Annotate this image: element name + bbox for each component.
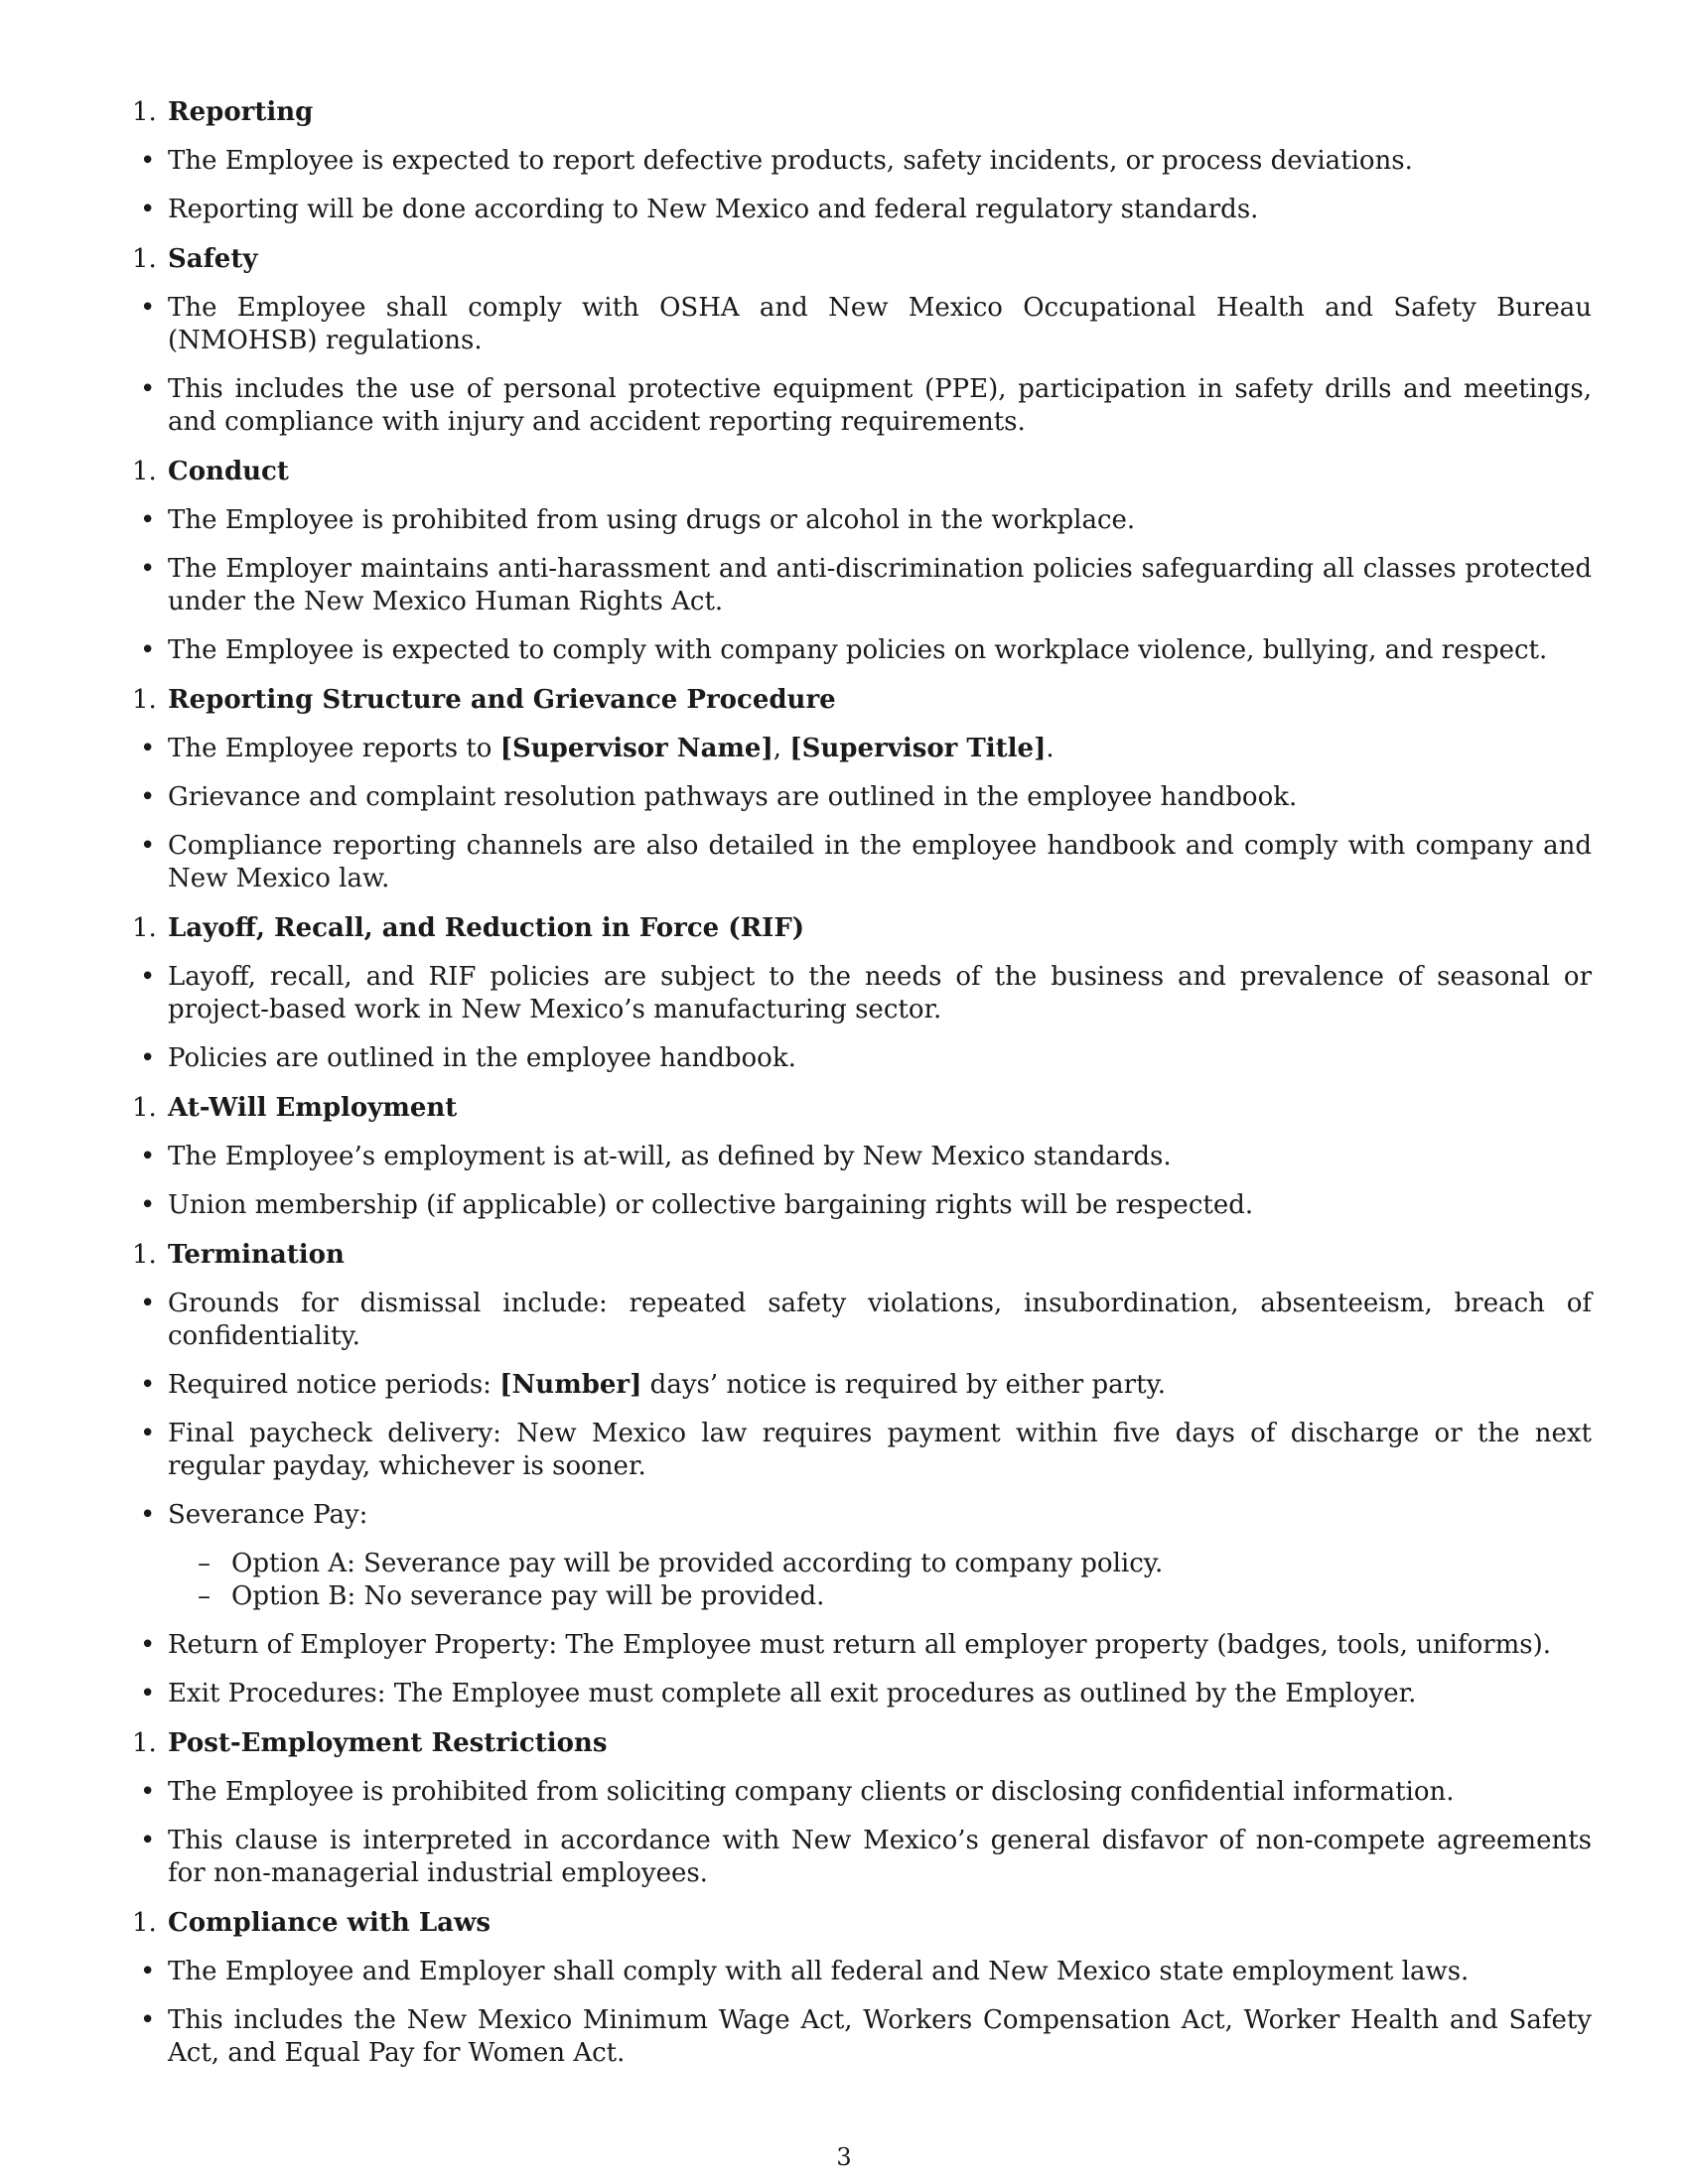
section-number: 1. — [132, 913, 157, 943]
bullet-icon: • — [140, 1777, 156, 1807]
section-heading — [132, 1238, 1592, 1272]
section-number: 1. — [132, 457, 157, 486]
section-heading — [132, 683, 1592, 717]
bullet-icon: • — [140, 1190, 156, 1220]
bullet-icon: • — [140, 1043, 156, 1073]
section-heading — [132, 1906, 1592, 1940]
bullet-icon: • — [140, 1826, 156, 1855]
section-reporting-structure — [132, 683, 1592, 895]
list-item: • The Employee reports to [Supervisor Name], [Supervisor Title]. — [140, 734, 1055, 763]
section-number: 1. — [132, 685, 157, 715]
list-item: • Compliance reporting channels are also detailed in the employee handbook and comply with company and New Mexico law. — [140, 831, 1592, 893]
bullet-icon: • — [140, 1500, 156, 1530]
bullet-icon: • — [140, 831, 156, 861]
bullet-icon: • — [140, 734, 156, 763]
list-item: • Grievance and complaint resolution pathways are outlined in the employee handbook. — [140, 782, 1298, 812]
list-item: • The Employee is prohibited from using drugs or alcohol in the workplace. — [140, 505, 1136, 535]
list-item: • The Employee is expected to comply with company policies on workplace violence, bullying, and respect. — [140, 635, 1548, 665]
list-item: • The Employee shall comply with OSHA and New Mexico Occupational Health and Safety Bureau (NMOHSB) regulations. — [140, 293, 1592, 355]
bullet-icon: • — [140, 635, 156, 665]
document-content — [132, 95, 1592, 2086]
section-heading — [132, 1091, 1592, 1125]
sublist-item: – Option A: Severance pay will be provided according to company policy. — [198, 1549, 1164, 1578]
list-item: • The Employee’s employment is at-will, as defined by New Mexico standards. — [140, 1142, 1172, 1171]
dash-icon: – — [198, 1581, 211, 1611]
list-item: • Exit Procedures: The Employee must complete all exit procedures as outlined by the Employer. — [140, 1679, 1417, 1708]
section-title: Reporting Structure and Grievance Procedure — [168, 685, 836, 715]
severance-options-list — [132, 1548, 1592, 1613]
list-item: • Final paycheck delivery: New Mexico law requires payment within five days of discharge or the next regular payday, whichever is sooner. — [140, 1419, 1592, 1481]
list-item: • Severance Pay: — [140, 1500, 368, 1530]
list-item: • The Employee is expected to report defective products, safety incidents, or process deviations. — [140, 146, 1413, 176]
list-item: • The Employee and Employer shall comply with all federal and New Mexico state employment laws. — [140, 1957, 1470, 1986]
bullet-icon: • — [140, 1370, 156, 1400]
list-item: • This includes the use of personal protective equipment (PPE), participation in safety drills and meetings, and compliance with injury and accident reporting requirements. — [140, 374, 1592, 437]
list-item: • Required notice periods: [Number] days’ notice is required by either party. — [140, 1370, 1167, 1400]
section-number: 1. — [132, 244, 157, 274]
bullet-icon: • — [140, 1419, 156, 1448]
section-title: At-Will Employment — [168, 1093, 458, 1123]
section-number: 1. — [132, 1240, 157, 1270]
section-post-employment — [132, 1726, 1592, 1890]
section-conduct — [132, 455, 1592, 667]
section-at-will — [132, 1091, 1592, 1222]
section-title: Conduct — [168, 457, 289, 486]
section-title: Termination — [168, 1240, 345, 1270]
bullet-icon: • — [140, 1679, 156, 1708]
section-heading — [132, 1726, 1592, 1760]
bullet-icon: • — [140, 293, 156, 323]
list-item: • The Employee is prohibited from soliciting company clients or disclosing confidential information. — [140, 1777, 1455, 1807]
sublist-item: – Option B: No severance pay will be provided. — [198, 1581, 825, 1611]
list-item: • The Employer maintains anti-harassment and anti-discrimination policies safeguarding all classes protected under the New Mexico Human Rights Act. — [140, 554, 1592, 616]
bullet-icon: • — [140, 146, 156, 176]
section-termination — [132, 1238, 1592, 1710]
list-item: • Policies are outlined in the employee handbook. — [140, 1043, 796, 1073]
list-item: • Union membership (if applicable) or collective bargaining rights will be respected. — [140, 1190, 1254, 1220]
section-heading — [132, 242, 1592, 276]
section-layoff — [132, 911, 1592, 1075]
dash-icon: – — [198, 1549, 211, 1578]
bullet-icon: • — [140, 554, 156, 584]
notice-number-placeholder: [Number] — [499, 1370, 642, 1400]
section-compliance — [132, 1906, 1592, 2070]
bullet-icon: • — [140, 195, 156, 224]
bullet-icon: • — [140, 1142, 156, 1171]
bullet-icon: • — [140, 782, 156, 812]
bullet-icon: • — [140, 962, 156, 992]
section-title: Layoff, Recall, and Reduction in Force (RIF) — [168, 913, 805, 943]
section-heading — [132, 911, 1592, 945]
section-title: Compliance with Laws — [168, 1908, 492, 1938]
list-item: • This clause is interpreted in accordance with New Mexico’s general disfavor of non-compete agreements for non-managerial industrial employees. — [140, 1826, 1592, 1888]
section-heading — [132, 95, 1592, 129]
section-number: 1. — [132, 97, 157, 127]
bullet-icon: • — [140, 374, 156, 404]
section-safety — [132, 242, 1592, 439]
bullet-icon: • — [140, 2005, 156, 2035]
supervisor-title-placeholder: [Supervisor Title] — [789, 734, 1047, 763]
section-heading — [132, 455, 1592, 488]
section-number: 1. — [132, 1908, 157, 1938]
bullet-icon: • — [140, 1289, 156, 1318]
section-number: 1. — [132, 1093, 157, 1123]
bullet-icon: • — [140, 1957, 156, 1986]
supervisor-name-placeholder: [Supervisor Name] — [499, 734, 774, 763]
section-number: 1. — [132, 1728, 157, 1758]
list-item: • Grounds for dismissal include: repeated safety violations, insubordination, absenteeism, breach of confidentiality. — [140, 1289, 1592, 1351]
bullet-icon: • — [140, 1630, 156, 1660]
list-item: • Reporting will be done according to New Mexico and federal regulatory standards. — [140, 195, 1259, 224]
section-title: Reporting — [168, 97, 314, 127]
section-title: Post-Employment Restrictions — [168, 1728, 608, 1758]
bullet-icon: • — [140, 505, 156, 535]
list-item: • Layoff, recall, and RIF policies are subject to the needs of the business and prevalence of seasonal or project-based work in New Mexico’s manufacturing sector. — [140, 962, 1592, 1024]
section-reporting — [132, 95, 1592, 226]
section-title: Safety — [168, 244, 258, 274]
list-item: • This includes the New Mexico Minimum Wage Act, Workers Compensation Act, Worker Health and Safety Act, and Equal Pay for Women Act. — [140, 2005, 1592, 2068]
list-item: • Return of Employer Property: The Employee must return all employer property (badges, tools, uniforms). — [140, 1630, 1552, 1660]
page-number: 3 — [836, 2143, 852, 2171]
